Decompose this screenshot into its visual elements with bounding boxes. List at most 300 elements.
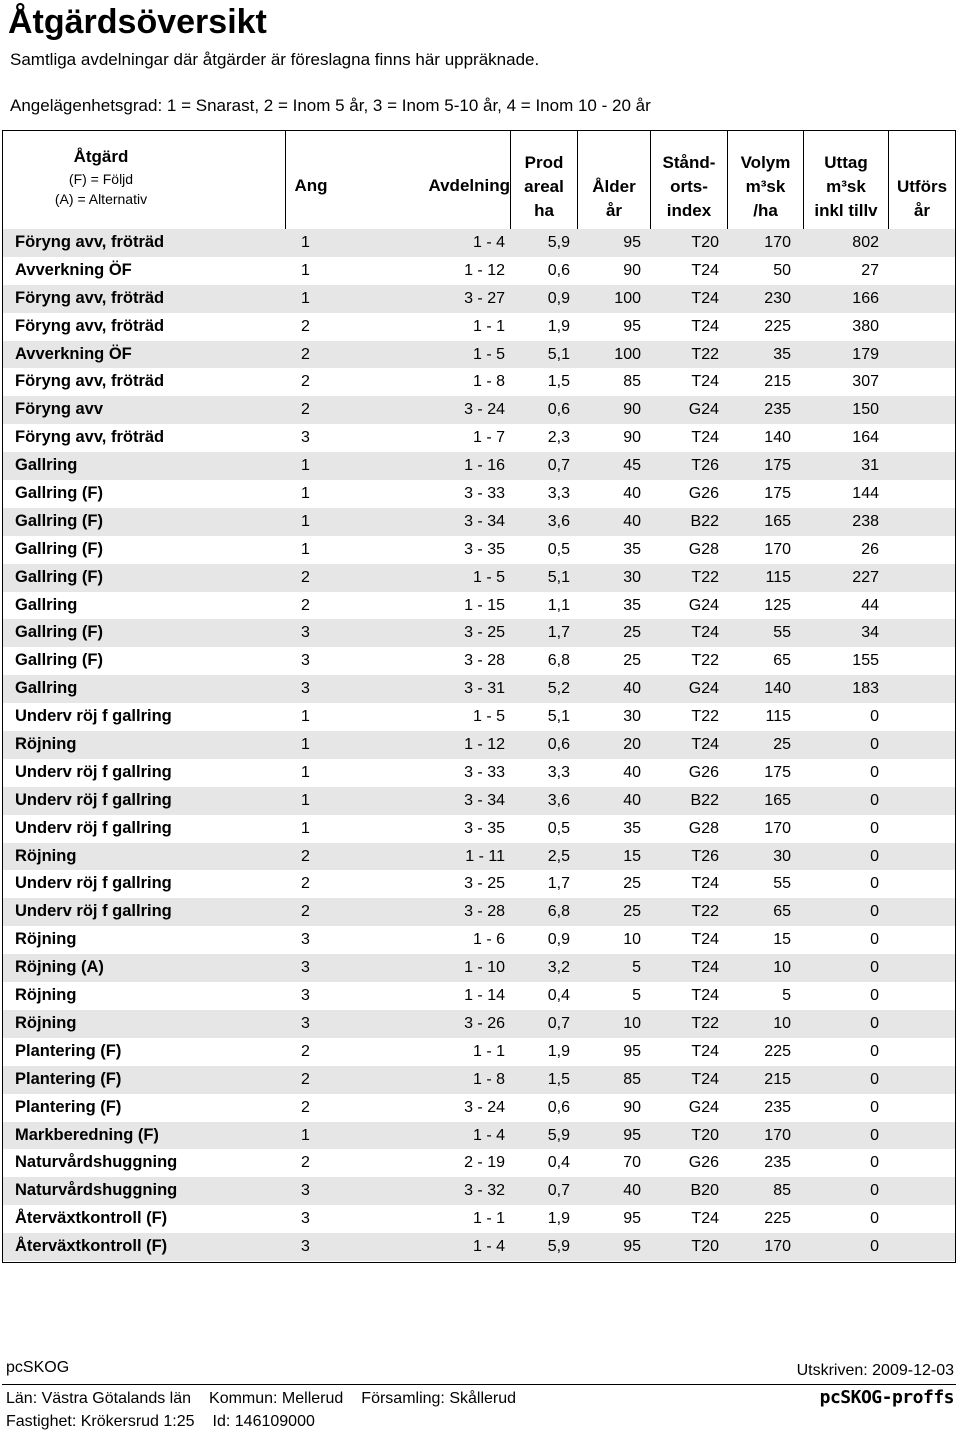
cell-areal: 3,3 bbox=[547, 763, 570, 781]
header-utfors-line1: Utförs bbox=[896, 177, 948, 196]
cell-alder: 90 bbox=[623, 1098, 641, 1116]
cell-areal: 0,6 bbox=[547, 736, 570, 754]
cell-atgard: Underv röj f gallring bbox=[15, 790, 172, 809]
cell-avdelning: 1 - 4 bbox=[472, 1126, 505, 1144]
cell-atgard: Återväxtkontroll (F) bbox=[15, 1237, 168, 1256]
cell-volym: 140 bbox=[764, 680, 791, 698]
cell-volym: 140 bbox=[764, 429, 791, 447]
cell-alder: 70 bbox=[623, 1154, 641, 1172]
cell-avdelning: 3 - 28 bbox=[464, 903, 505, 921]
cell-areal: 1,1 bbox=[547, 596, 570, 614]
header-atgard-note-foljd: (F) = Följd bbox=[68, 171, 134, 187]
cell-index: T24 bbox=[691, 875, 719, 893]
cell-atgard: Gallring bbox=[15, 456, 78, 475]
cell-volym: 175 bbox=[764, 485, 791, 503]
cell-atgard: Naturvårdshuggning bbox=[15, 1181, 178, 1200]
cell-uttag: 150 bbox=[852, 401, 879, 419]
cell-index: T24 bbox=[691, 317, 719, 335]
cell-areal: 0,7 bbox=[547, 1182, 570, 1200]
cell-atgard: Gallring (F) bbox=[15, 511, 103, 530]
table-row bbox=[3, 1205, 955, 1233]
cell-alder: 10 bbox=[623, 1014, 641, 1032]
cell-alder: 90 bbox=[623, 261, 641, 279]
cell-uttag: 0 bbox=[870, 903, 879, 921]
table-row bbox=[3, 257, 955, 285]
table-row bbox=[3, 1122, 955, 1150]
table-row bbox=[3, 926, 955, 954]
cell-ang: 1 bbox=[301, 763, 310, 781]
cell-ang: 3 bbox=[301, 959, 310, 977]
header-uttag-line2: m³sk bbox=[826, 177, 866, 196]
footer-lan: Län: Västra Götalands län bbox=[6, 1390, 192, 1407]
cell-index: G28 bbox=[688, 540, 719, 558]
footer-location bbox=[6, 1390, 534, 1408]
cell-uttag: 227 bbox=[852, 568, 879, 586]
cell-ang: 1 bbox=[301, 736, 310, 754]
cell-alder: 25 bbox=[623, 875, 641, 893]
cell-avdelning: 1 - 12 bbox=[464, 261, 505, 279]
cell-index: T26 bbox=[691, 847, 719, 865]
cell-avdelning: 3 - 35 bbox=[464, 540, 505, 558]
actions-table bbox=[2, 130, 956, 1263]
table-row bbox=[3, 480, 955, 508]
cell-index: T24 bbox=[691, 289, 719, 307]
table-row bbox=[3, 285, 955, 313]
cell-ang: 2 bbox=[301, 875, 310, 893]
cell-index: T20 bbox=[691, 1126, 719, 1144]
cell-alder: 5 bbox=[632, 959, 641, 977]
cell-atgard: Gallring (F) bbox=[15, 484, 103, 503]
cell-avdelning: 1 - 12 bbox=[464, 736, 505, 754]
cell-avdelning: 1 - 14 bbox=[464, 987, 505, 1005]
cell-volym: 65 bbox=[773, 652, 791, 670]
footer-fastighet: Fastighet: Krökersrud 1:25 bbox=[6, 1413, 195, 1430]
table-row bbox=[3, 870, 955, 898]
header-utfors-line2: år bbox=[913, 201, 931, 220]
cell-ang: 2 bbox=[301, 903, 310, 921]
cell-uttag: 380 bbox=[852, 317, 879, 335]
cell-alder: 95 bbox=[623, 317, 641, 335]
cell-avdelning: 3 - 32 bbox=[464, 1182, 505, 1200]
cell-uttag: 0 bbox=[870, 1042, 879, 1060]
header-uttag bbox=[804, 151, 888, 223]
cell-index: T20 bbox=[691, 1238, 719, 1256]
cell-uttag: 0 bbox=[870, 819, 879, 837]
table-row bbox=[3, 815, 955, 843]
cell-areal: 0,4 bbox=[547, 987, 570, 1005]
cell-avdelning: 3 - 25 bbox=[464, 875, 505, 893]
cell-volym: 170 bbox=[764, 1126, 791, 1144]
cell-alder: 10 bbox=[623, 931, 641, 949]
cell-areal: 1,9 bbox=[547, 1042, 570, 1060]
header-alder bbox=[578, 175, 650, 223]
cell-ang: 2 bbox=[301, 1070, 310, 1088]
cell-atgard: Röjning bbox=[15, 986, 77, 1005]
cell-atgard: Plantering (F) bbox=[15, 1069, 122, 1088]
cell-atgard: Naturvårdshuggning bbox=[15, 1153, 178, 1172]
cell-uttag: 26 bbox=[861, 540, 879, 558]
cell-atgard: Föryng avv bbox=[15, 400, 104, 419]
table-row bbox=[3, 703, 955, 731]
cell-areal: 0,4 bbox=[547, 1154, 570, 1172]
cell-volym: 65 bbox=[773, 903, 791, 921]
cell-ang: 3 bbox=[301, 680, 310, 698]
cell-avdelning: 1 - 7 bbox=[472, 429, 505, 447]
cell-alder: 40 bbox=[623, 763, 641, 781]
cell-avdelning: 1 - 8 bbox=[472, 1070, 505, 1088]
cell-alder: 95 bbox=[623, 234, 641, 251]
header-alder-line1: Ålder bbox=[592, 177, 636, 196]
table-row bbox=[3, 368, 955, 396]
footer-divider bbox=[2, 1384, 956, 1385]
cell-alder: 40 bbox=[623, 485, 641, 503]
cell-ang: 1 bbox=[301, 819, 310, 837]
cell-ang: 2 bbox=[301, 1098, 310, 1116]
cell-index: T24 bbox=[691, 959, 719, 977]
cell-avdelning: 3 - 24 bbox=[464, 1098, 505, 1116]
cell-ang: 1 bbox=[301, 234, 310, 251]
cell-avdelning: 3 - 34 bbox=[464, 512, 505, 530]
cell-uttag: 0 bbox=[870, 1154, 879, 1172]
cell-areal: 1,5 bbox=[547, 1070, 570, 1088]
table-row bbox=[3, 396, 955, 424]
cell-uttag: 155 bbox=[852, 652, 879, 670]
cell-volym: 170 bbox=[764, 234, 791, 251]
header-avdelning: Avdelning bbox=[428, 176, 510, 195]
cell-alder: 15 bbox=[623, 847, 641, 865]
cell-avdelning: 3 - 33 bbox=[464, 763, 505, 781]
cell-atgard: Avverkning ÖF bbox=[15, 344, 132, 363]
cell-avdelning: 3 - 31 bbox=[464, 680, 505, 698]
cell-volym: 55 bbox=[773, 624, 791, 642]
cell-ang: 1 bbox=[301, 791, 310, 809]
cell-atgard: Gallring (F) bbox=[15, 623, 103, 642]
page-subtitle: Samtliga avdelningar där åtgärder är föreslagna finns här uppräknade. bbox=[10, 50, 540, 69]
cell-index: T22 bbox=[691, 652, 719, 670]
footer-property bbox=[6, 1413, 333, 1431]
cell-areal: 5,9 bbox=[547, 234, 570, 251]
cell-areal: 0,5 bbox=[547, 540, 570, 558]
table-row bbox=[3, 1066, 955, 1094]
cell-uttag: 0 bbox=[870, 875, 879, 893]
cell-uttag: 0 bbox=[870, 959, 879, 977]
cell-index: T22 bbox=[691, 1014, 719, 1032]
cell-index: T22 bbox=[691, 568, 719, 586]
cell-index: T22 bbox=[691, 903, 719, 921]
cell-volym: 235 bbox=[764, 1154, 791, 1172]
header-ang: Ang bbox=[294, 176, 328, 195]
cell-ang: 1 bbox=[301, 540, 310, 558]
cell-uttag: 0 bbox=[870, 708, 879, 726]
header-atgard-note-alternativ: (A) = Alternativ bbox=[54, 191, 148, 207]
cell-alder: 85 bbox=[623, 373, 641, 391]
cell-atgard: Underv röj f gallring bbox=[15, 818, 172, 837]
cell-uttag: 0 bbox=[870, 1210, 879, 1228]
cell-ang: 1 bbox=[301, 289, 310, 307]
table-row bbox=[3, 675, 955, 703]
header-areal bbox=[511, 151, 577, 223]
cell-uttag: 0 bbox=[870, 791, 879, 809]
cell-volym: 125 bbox=[764, 596, 791, 614]
cell-uttag: 802 bbox=[852, 234, 879, 251]
table-row bbox=[3, 759, 955, 787]
header-areal-line2: areal bbox=[524, 177, 564, 196]
header-volym bbox=[728, 151, 803, 223]
cell-avdelning: 3 - 28 bbox=[464, 652, 505, 670]
cell-index: T22 bbox=[691, 345, 719, 363]
cell-ang: 2 bbox=[301, 373, 310, 391]
cell-atgard: Underv röj f gallring bbox=[15, 902, 172, 921]
cell-areal: 5,1 bbox=[547, 708, 570, 726]
cell-volym: 25 bbox=[773, 736, 791, 754]
cell-index: T24 bbox=[691, 931, 719, 949]
cell-areal: 1,7 bbox=[547, 875, 570, 893]
cell-avdelning: 1 - 4 bbox=[472, 1238, 505, 1256]
table-row bbox=[3, 954, 955, 982]
cell-areal: 0,6 bbox=[547, 401, 570, 419]
footer-forsamling: Församling: Skållerud bbox=[361, 1390, 517, 1407]
cell-index: G26 bbox=[688, 763, 719, 781]
cell-areal: 1,7 bbox=[547, 624, 570, 642]
cell-volym: 170 bbox=[764, 1238, 791, 1256]
cell-uttag: 144 bbox=[852, 485, 879, 503]
cell-volym: 85 bbox=[773, 1182, 791, 1200]
cell-volym: 225 bbox=[764, 317, 791, 335]
cell-atgard: Föryng avv, fröträd bbox=[15, 233, 165, 251]
cell-index: T24 bbox=[691, 1042, 719, 1060]
cell-ang: 1 bbox=[301, 457, 310, 475]
table-row bbox=[3, 508, 955, 536]
cell-avdelning: 1 - 4 bbox=[472, 234, 505, 251]
cell-areal: 1,9 bbox=[547, 317, 570, 335]
cell-avdelning: 1 - 5 bbox=[472, 568, 505, 586]
cell-atgard: Plantering (F) bbox=[15, 1041, 122, 1060]
cell-index: T24 bbox=[691, 1070, 719, 1088]
table-row bbox=[3, 229, 955, 257]
cell-areal: 3,6 bbox=[547, 512, 570, 530]
cell-alder: 100 bbox=[614, 345, 641, 363]
cell-areal: 3,3 bbox=[547, 485, 570, 503]
cell-ang: 3 bbox=[301, 1238, 310, 1256]
cell-uttag: 0 bbox=[870, 1182, 879, 1200]
cell-uttag: 44 bbox=[861, 596, 879, 614]
cell-uttag: 0 bbox=[870, 763, 879, 781]
cell-areal: 5,9 bbox=[547, 1238, 570, 1256]
cell-atgard: Underv röj f gallring bbox=[15, 707, 172, 726]
cell-index: T20 bbox=[691, 234, 719, 251]
cell-volym: 55 bbox=[773, 875, 791, 893]
table-row bbox=[3, 536, 955, 564]
cell-uttag: 0 bbox=[870, 931, 879, 949]
cell-volym: 215 bbox=[764, 373, 791, 391]
cell-atgard: Röjning bbox=[15, 735, 77, 754]
cell-avdelning: 3 - 27 bbox=[464, 289, 505, 307]
cell-uttag: 0 bbox=[870, 1238, 879, 1256]
cell-uttag: 183 bbox=[852, 680, 879, 698]
cell-index: B22 bbox=[690, 512, 719, 530]
cell-areal: 2,3 bbox=[547, 429, 570, 447]
cell-uttag: 0 bbox=[870, 1014, 879, 1032]
cell-index: T24 bbox=[691, 624, 719, 642]
table-row bbox=[3, 564, 955, 592]
cell-ang: 3 bbox=[301, 931, 310, 949]
cell-index: B22 bbox=[690, 791, 719, 809]
table-row bbox=[3, 731, 955, 759]
cell-alder: 40 bbox=[623, 680, 641, 698]
cell-areal: 1,5 bbox=[547, 373, 570, 391]
cell-index: G26 bbox=[688, 1154, 719, 1172]
cell-alder: 35 bbox=[623, 819, 641, 837]
cell-alder: 20 bbox=[623, 736, 641, 754]
cell-atgard: Gallring bbox=[15, 679, 78, 698]
footer-kommun: Kommun: Mellerud bbox=[209, 1390, 344, 1407]
cell-areal: 5,1 bbox=[547, 568, 570, 586]
cell-ang: 3 bbox=[301, 987, 310, 1005]
cell-ang: 2 bbox=[301, 847, 310, 865]
cell-alder: 35 bbox=[623, 540, 641, 558]
cell-atgard: Gallring (F) bbox=[15, 539, 103, 558]
cell-alder: 85 bbox=[623, 1070, 641, 1088]
cell-areal: 0,9 bbox=[547, 289, 570, 307]
cell-alder: 95 bbox=[623, 1042, 641, 1060]
header-volym-line1: Volym bbox=[740, 153, 791, 172]
cell-avdelning: 3 - 34 bbox=[464, 791, 505, 809]
cell-areal: 5,2 bbox=[547, 680, 570, 698]
cell-alder: 95 bbox=[623, 1126, 641, 1144]
cell-ang: 2 bbox=[301, 1154, 310, 1172]
cell-alder: 35 bbox=[623, 596, 641, 614]
cell-alder: 30 bbox=[623, 568, 641, 586]
cell-atgard: Plantering (F) bbox=[15, 1097, 122, 1116]
cell-atgard: Gallring (F) bbox=[15, 567, 103, 586]
cell-ang: 1 bbox=[301, 1126, 310, 1144]
cell-index: T24 bbox=[691, 987, 719, 1005]
cell-index: B20 bbox=[690, 1182, 719, 1200]
cell-uttag: 0 bbox=[870, 736, 879, 754]
header-uttag-line1: Uttag bbox=[824, 153, 868, 172]
cell-volym: 165 bbox=[764, 512, 791, 530]
cell-alder: 40 bbox=[623, 1182, 641, 1200]
page-title: Åtgärdsöversikt bbox=[8, 3, 267, 41]
cell-uttag: 166 bbox=[852, 289, 879, 307]
cell-ang: 1 bbox=[301, 485, 310, 503]
cell-volym: 225 bbox=[764, 1210, 791, 1228]
cell-volym: 235 bbox=[764, 401, 791, 419]
header-volym-line3: /ha bbox=[753, 201, 778, 220]
cell-alder: 25 bbox=[623, 903, 641, 921]
cell-volym: 170 bbox=[764, 540, 791, 558]
cell-index: T24 bbox=[691, 429, 719, 447]
cell-areal: 0,9 bbox=[547, 931, 570, 949]
table-row bbox=[3, 424, 955, 452]
cell-atgard: Avverkning ÖF bbox=[15, 260, 132, 279]
cell-areal: 3,2 bbox=[547, 959, 570, 977]
header-uttag-line3: inkl tillv bbox=[814, 201, 878, 220]
cell-index: T26 bbox=[691, 457, 719, 475]
footer-program: pcSKOG bbox=[6, 1359, 70, 1376]
cell-areal: 0,5 bbox=[547, 819, 570, 837]
footer-brand-logo: pcSKOG-proffs bbox=[819, 1387, 954, 1408]
cell-alder: 100 bbox=[614, 289, 641, 307]
cell-ang: 2 bbox=[301, 317, 310, 335]
cell-areal: 0,6 bbox=[547, 1098, 570, 1116]
cell-avdelning: 1 - 5 bbox=[472, 708, 505, 726]
cell-atgard: Föryng avv, fröträd bbox=[15, 372, 165, 391]
cell-volym: 175 bbox=[764, 457, 791, 475]
table-row bbox=[3, 1149, 955, 1177]
cell-ang: 1 bbox=[301, 512, 310, 530]
table-row bbox=[3, 313, 955, 341]
cell-ang: 3 bbox=[301, 624, 310, 642]
cell-areal: 0,6 bbox=[547, 261, 570, 279]
cell-volym: 170 bbox=[764, 819, 791, 837]
cell-atgard: Röjning bbox=[15, 846, 77, 865]
cell-atgard: Gallring (F) bbox=[15, 651, 103, 670]
cell-avdelning: 1 - 5 bbox=[472, 345, 505, 363]
cell-volym: 15 bbox=[773, 931, 791, 949]
table-row bbox=[3, 982, 955, 1010]
cell-volym: 30 bbox=[773, 847, 791, 865]
cell-volym: 50 bbox=[773, 261, 791, 279]
cell-volym: 35 bbox=[773, 345, 791, 363]
header-areal-line3: ha bbox=[534, 201, 554, 220]
cell-atgard: Föryng avv, fröträd bbox=[15, 428, 165, 447]
cell-ang: 3 bbox=[301, 1182, 310, 1200]
cell-atgard: Markberedning (F) bbox=[15, 1125, 159, 1144]
table-row bbox=[3, 647, 955, 675]
header-index-line2: orts- bbox=[670, 177, 708, 196]
cell-areal: 5,1 bbox=[547, 345, 570, 363]
cell-uttag: 0 bbox=[870, 1070, 879, 1088]
cell-atgard: Röjning bbox=[15, 1013, 77, 1032]
cell-index: G24 bbox=[688, 1098, 719, 1116]
cell-ang: 2 bbox=[301, 596, 310, 614]
cell-alder: 5 bbox=[632, 987, 641, 1005]
cell-avdelning: 1 - 6 bbox=[472, 931, 505, 949]
cell-avdelning: 1 - 16 bbox=[464, 457, 505, 475]
cell-areal: 6,8 bbox=[547, 652, 570, 670]
cell-index: T22 bbox=[691, 708, 719, 726]
cell-areal: 6,8 bbox=[547, 903, 570, 921]
cell-alder: 90 bbox=[623, 401, 641, 419]
header-atgard bbox=[11, 145, 191, 209]
cell-uttag: 238 bbox=[852, 512, 879, 530]
cell-index: G24 bbox=[688, 596, 719, 614]
table-row bbox=[3, 898, 955, 926]
cell-alder: 95 bbox=[623, 1238, 641, 1256]
footer-id: Id: 146109000 bbox=[212, 1413, 315, 1430]
cell-atgard: Föryng avv, fröträd bbox=[15, 288, 165, 307]
cell-atgard: Underv röj f gallring bbox=[15, 762, 172, 781]
cell-volym: 5 bbox=[782, 987, 791, 1005]
table-row bbox=[3, 1038, 955, 1066]
cell-areal: 1,9 bbox=[547, 1210, 570, 1228]
cell-volym: 10 bbox=[773, 959, 791, 977]
cell-ang: 2 bbox=[301, 568, 310, 586]
cell-areal: 2,5 bbox=[547, 847, 570, 865]
cell-avdelning: 1 - 1 bbox=[472, 317, 505, 335]
cell-atgard: Gallring bbox=[15, 595, 78, 614]
cell-alder: 90 bbox=[623, 429, 641, 447]
header-volym-line2: m³sk bbox=[745, 177, 786, 196]
table-row bbox=[3, 1010, 955, 1038]
cell-uttag: 31 bbox=[861, 457, 879, 475]
cell-ang: 2 bbox=[301, 345, 310, 363]
cell-ang: 2 bbox=[301, 1042, 310, 1060]
header-atgard-label: Åtgärd bbox=[73, 147, 129, 166]
cell-ang: 1 bbox=[301, 261, 310, 279]
table-row bbox=[3, 787, 955, 815]
